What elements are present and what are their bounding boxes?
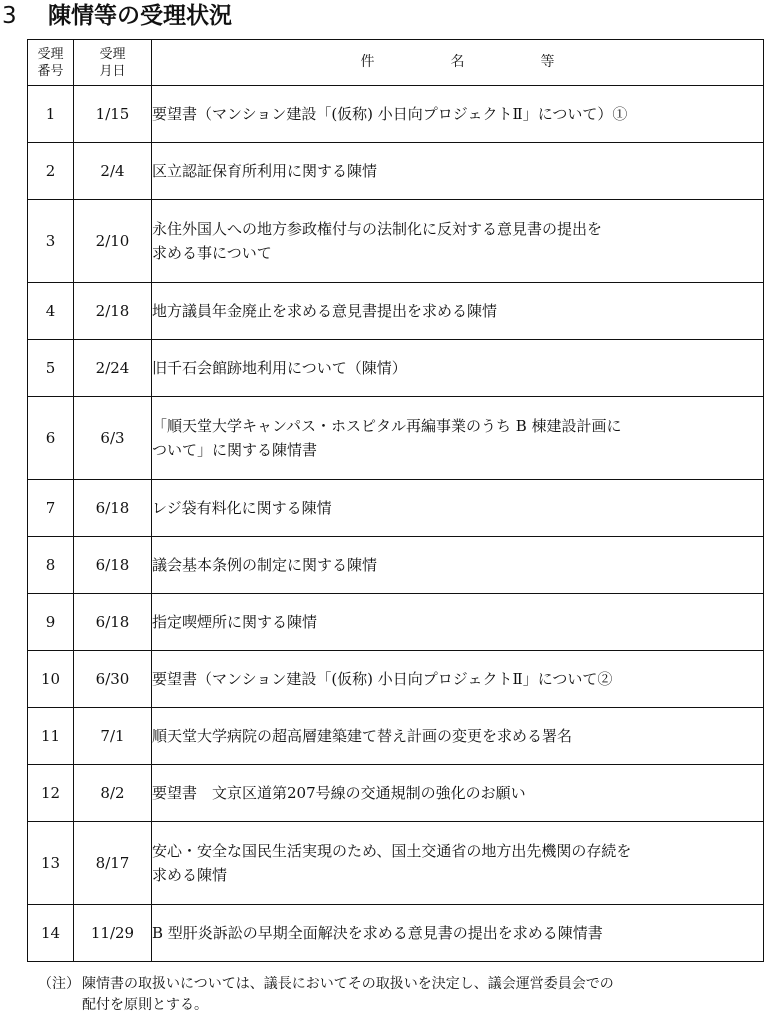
row-number: 5 xyxy=(28,340,74,397)
section-number: 3 xyxy=(2,3,17,29)
row-date: 6/18 xyxy=(74,480,152,537)
footnote-text: 陳情書の取扱いについては、議長においてその取扱いを決定し、議会運営委員会での 配付を原則とする。 xyxy=(82,976,614,1013)
row-date: 2/10 xyxy=(74,200,152,283)
table-row xyxy=(28,200,764,283)
row-date: 2/18 xyxy=(74,283,152,340)
table-row xyxy=(28,143,764,200)
header-subject xyxy=(152,40,764,86)
row-number: 13 xyxy=(28,822,74,905)
row-number: 14 xyxy=(28,905,74,962)
row-date: 7/1 xyxy=(74,708,152,765)
section-title: 陳情等の受理状況 xyxy=(48,3,232,29)
row-title: 要望書（マンション建設「(仮称) 小日向プロジェクトⅡ」について）① xyxy=(152,86,764,143)
row-title: 要望書 文京区道第207号線の交通規制の強化のお願い xyxy=(152,765,764,822)
table-row xyxy=(28,594,764,651)
header-date: 受理 月日 xyxy=(74,40,152,86)
header-number: 受理 番号 xyxy=(28,40,74,86)
row-number: 10 xyxy=(28,651,74,708)
table-row xyxy=(28,708,764,765)
table-header-row xyxy=(28,40,764,86)
table-row xyxy=(28,283,764,340)
row-title: 旧千石会館跡地利用について（陳情） xyxy=(152,340,764,397)
table-row xyxy=(28,340,764,397)
row-title: レジ袋有料化に関する陳情 xyxy=(152,480,764,537)
table-row xyxy=(28,905,764,962)
row-title: 要望書（マンション建設「(仮称) 小日向プロジェクトⅡ」について② xyxy=(152,651,764,708)
row-number: 6 xyxy=(28,397,74,480)
row-number: 2 xyxy=(28,143,74,200)
section-heading xyxy=(0,0,760,32)
footnote xyxy=(38,974,758,1016)
table-row xyxy=(28,822,764,905)
row-date: 1/15 xyxy=(74,86,152,143)
footnote-label: （注） xyxy=(38,976,80,992)
row-title: 順天堂大学病院の超高層建築建て替え計画の変更を求める署名 xyxy=(152,708,764,765)
table-row xyxy=(28,480,764,537)
row-date: 6/30 xyxy=(74,651,152,708)
row-title: 議会基本条例の制定に関する陳情 xyxy=(152,537,764,594)
row-title: 「順天堂大学キャンパス・ホスピタル再編事業のうち B 棟建設計画に ついて」に関する陳情書 xyxy=(152,397,764,480)
row-number: 9 xyxy=(28,594,74,651)
table-row xyxy=(28,765,764,822)
row-date: 11/29 xyxy=(74,905,152,962)
row-number: 8 xyxy=(28,537,74,594)
row-number: 7 xyxy=(28,480,74,537)
table-row xyxy=(28,397,764,480)
row-date: 6/18 xyxy=(74,594,152,651)
table-row xyxy=(28,86,764,143)
header-subject-part: 件 xyxy=(360,54,375,70)
row-title: B 型肝炎訴訟の早期全面解決を求める意見書の提出を求める陳情書 xyxy=(152,905,764,962)
row-number: 12 xyxy=(28,765,74,822)
row-date: 8/17 xyxy=(74,822,152,905)
row-date: 2/4 xyxy=(74,143,152,200)
row-title: 安心・安全な国民生活実現のため、国土交通省の地方出先機関の存続を 求める陳情 xyxy=(152,822,764,905)
row-title: 指定喫煙所に関する陳情 xyxy=(152,594,764,651)
row-date: 6/18 xyxy=(74,537,152,594)
row-title: 永住外国人への地方参政権付与の法制化に反対する意見書の提出を 求める事について xyxy=(152,200,764,283)
row-title: 地方議員年金廃止を求める意見書提出を求める陳情 xyxy=(152,283,764,340)
row-number: 1 xyxy=(28,86,74,143)
header-subject-part: 等 xyxy=(540,54,555,70)
row-number: 4 xyxy=(28,283,74,340)
row-date: 6/3 xyxy=(74,397,152,480)
table-row xyxy=(28,537,764,594)
row-date: 2/24 xyxy=(74,340,152,397)
table-row xyxy=(28,651,764,708)
row-title: 区立認証保育所利用に関する陳情 xyxy=(152,143,764,200)
row-number: 3 xyxy=(28,200,74,283)
petition-table xyxy=(27,39,764,962)
row-date: 8/2 xyxy=(74,765,152,822)
row-number: 11 xyxy=(28,708,74,765)
header-subject-part: 名 xyxy=(450,54,465,70)
